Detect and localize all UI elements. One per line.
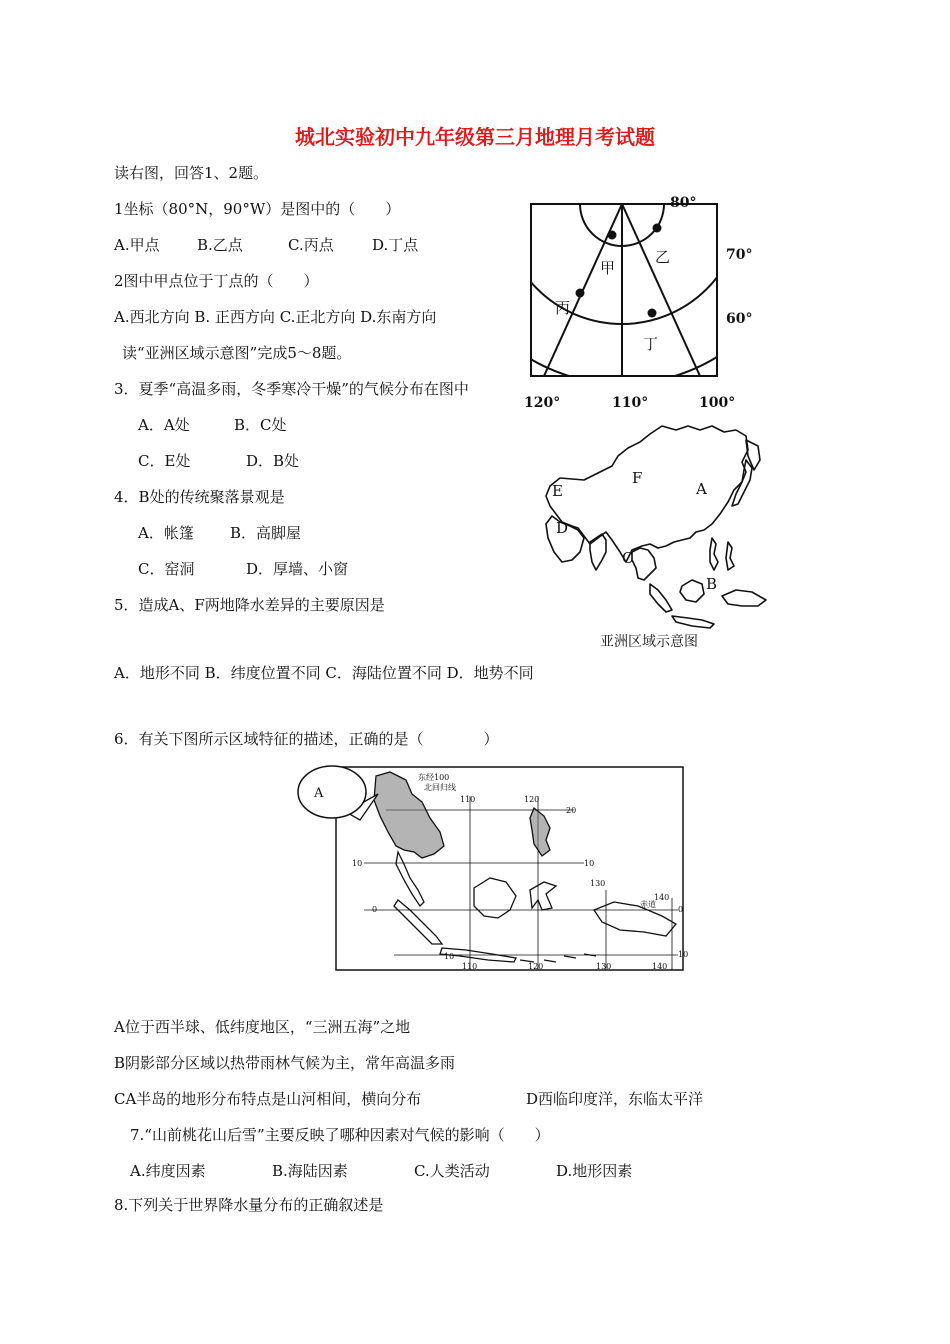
lon-tick-140: 140 xyxy=(654,893,670,902)
lon-tick-110-top: 110 xyxy=(460,795,476,804)
q1-option-d: D.丁点 xyxy=(372,236,419,254)
q6-option-d: D西临印度洋，东临太平洋 xyxy=(526,1090,704,1108)
asia-region-map xyxy=(532,420,792,660)
asia-label-e: E xyxy=(552,482,563,500)
new-guinea-fragment xyxy=(722,590,766,606)
lat-label-70: 70° xyxy=(726,247,753,263)
borneo xyxy=(680,580,704,602)
label-east-lon-100: 东经100 xyxy=(418,773,450,782)
q6-option-b: B阴影部分区域以热带雨林气候为主，常年高温多雨 xyxy=(114,1054,456,1072)
left-tick-10: 10 xyxy=(352,859,363,868)
q6-stem: 6．有关下图所示区域特征的描述，正确的是（ ） xyxy=(114,730,499,748)
q7-option-c: C.人类活动 xyxy=(414,1162,490,1180)
asia-label-a: A xyxy=(696,480,707,498)
q8-stem: 8.下列关于世界降水量分布的正确叙述是 xyxy=(114,1196,384,1214)
bottom-tick-130: 130 xyxy=(596,962,612,971)
q3-stem: 3．夏季“高温多雨，冬季寒冷干燥”的气候分布在图中 xyxy=(114,380,469,398)
java-islands xyxy=(672,616,714,628)
indian-peninsula xyxy=(590,534,606,570)
q2-options: A.西北方向 B. 正西方向 C.正北方向 D.东南方向 xyxy=(114,308,437,326)
q1-option-a: A.甲点 xyxy=(114,236,160,254)
q2-stem: 2图中甲点位于丁点的（ ） xyxy=(114,272,319,290)
left-tick-0: 0 xyxy=(372,905,378,914)
lon-tick-130: 130 xyxy=(590,879,606,888)
q7-option-d: D.地形因素 xyxy=(556,1162,633,1180)
lat-tick-10-lower: 10 xyxy=(678,950,689,959)
q7-option-a: A.纬度因素 xyxy=(130,1162,206,1180)
q1-option-b: B.乙点 xyxy=(197,236,243,254)
sumatra xyxy=(650,584,672,612)
japan-islands xyxy=(732,460,752,506)
q4-option-c: C．窑洞 xyxy=(138,560,195,578)
intro-q5-8: 读“亚洲区域示意图”完成5～8题。 xyxy=(122,344,352,362)
point-bing-label: 丙 xyxy=(555,299,571,317)
taiwan-philippines xyxy=(710,538,718,570)
q3-option-c: C．E处 xyxy=(138,452,191,470)
lon-label-120: 120° xyxy=(524,395,561,411)
lat-label-80: 80° xyxy=(670,195,697,211)
asia-map-caption: 亚洲区域示意图 xyxy=(600,634,698,650)
q4-stem: 4．B处的传统聚落景观是 xyxy=(114,488,285,506)
callout-label-a: A xyxy=(314,786,324,801)
page-title: 城北实验初中九年级第三月地理月考试题 xyxy=(295,125,655,149)
asia-coastline xyxy=(546,426,748,562)
lat-tick-10-right: 10 xyxy=(584,859,595,868)
asia-label-c: C xyxy=(622,549,634,567)
q3-option-d: D．B处 xyxy=(246,452,300,470)
intro-q1-2: 读右图，回答1、2题。 xyxy=(114,164,269,182)
q7-option-b: B.海陆因素 xyxy=(272,1162,348,1180)
q4-option-a: A．帐篷 xyxy=(138,524,194,542)
bottom-tick-140: 140 xyxy=(652,962,668,971)
equator-label: 赤道 xyxy=(640,900,656,909)
q7-stem: 7.“山前桃花山后雪”主要反映了哪种因素对气候的影响（ ） xyxy=(130,1126,550,1144)
lat-label-60: 60° xyxy=(726,311,753,327)
polar-grid-map xyxy=(524,192,764,414)
asia-label-b: B xyxy=(706,575,718,593)
point-jia-label: 甲 xyxy=(600,259,616,277)
southeast-asia-map xyxy=(294,760,689,974)
q4-option-d: D．厚墙、小窗 xyxy=(246,560,349,578)
lat-tick-0-right: 0 xyxy=(678,905,684,914)
q6-option-c: CA半岛的地形分布特点是山河相间，横向分布 xyxy=(114,1090,422,1108)
q6-option-a: A位于西半球、低纬度地区，“三洲五海”之地 xyxy=(114,1018,411,1036)
q5-options: A．地形不同 B．纬度位置不同 C．海陆位置不同 D．地势不同 xyxy=(114,664,534,682)
asia-label-d: D xyxy=(556,519,569,537)
indochina xyxy=(632,548,656,580)
label-tropic-cancer: 北回归线 xyxy=(424,783,456,792)
q5-stem: 5．造成A、F两地降水差异的主要原因是 xyxy=(114,596,385,614)
lon-tick-120-top: 120 xyxy=(524,795,540,804)
bottom-tick-120: 120 xyxy=(528,962,544,971)
point-jia-dot xyxy=(608,231,617,240)
lat-tick-20: 20 xyxy=(566,806,577,815)
kamchatka xyxy=(746,440,760,470)
asia-label-f: F xyxy=(632,469,643,487)
bottom-tick-10: 10 xyxy=(444,952,455,961)
bottom-tick-110: 110 xyxy=(462,962,478,971)
island-chain xyxy=(726,542,734,570)
point-yi-dot xyxy=(653,224,662,233)
point-ding-dot xyxy=(648,309,657,318)
q1-stem: 1坐标（80°N，90°W）是图中的（ ） xyxy=(114,200,401,218)
q4-option-b: B．高脚屋 xyxy=(230,524,302,542)
point-yi-label: 乙 xyxy=(655,248,671,266)
lon-label-110: 110° xyxy=(612,395,649,411)
point-bing-dot xyxy=(576,289,585,298)
q3-option-b: B．C处 xyxy=(234,416,287,434)
lon-label-100: 100° xyxy=(699,395,736,411)
q1-option-c: C.丙点 xyxy=(288,236,334,254)
point-ding-label: 丁 xyxy=(643,335,659,353)
q3-option-a: A．A处 xyxy=(138,416,190,434)
